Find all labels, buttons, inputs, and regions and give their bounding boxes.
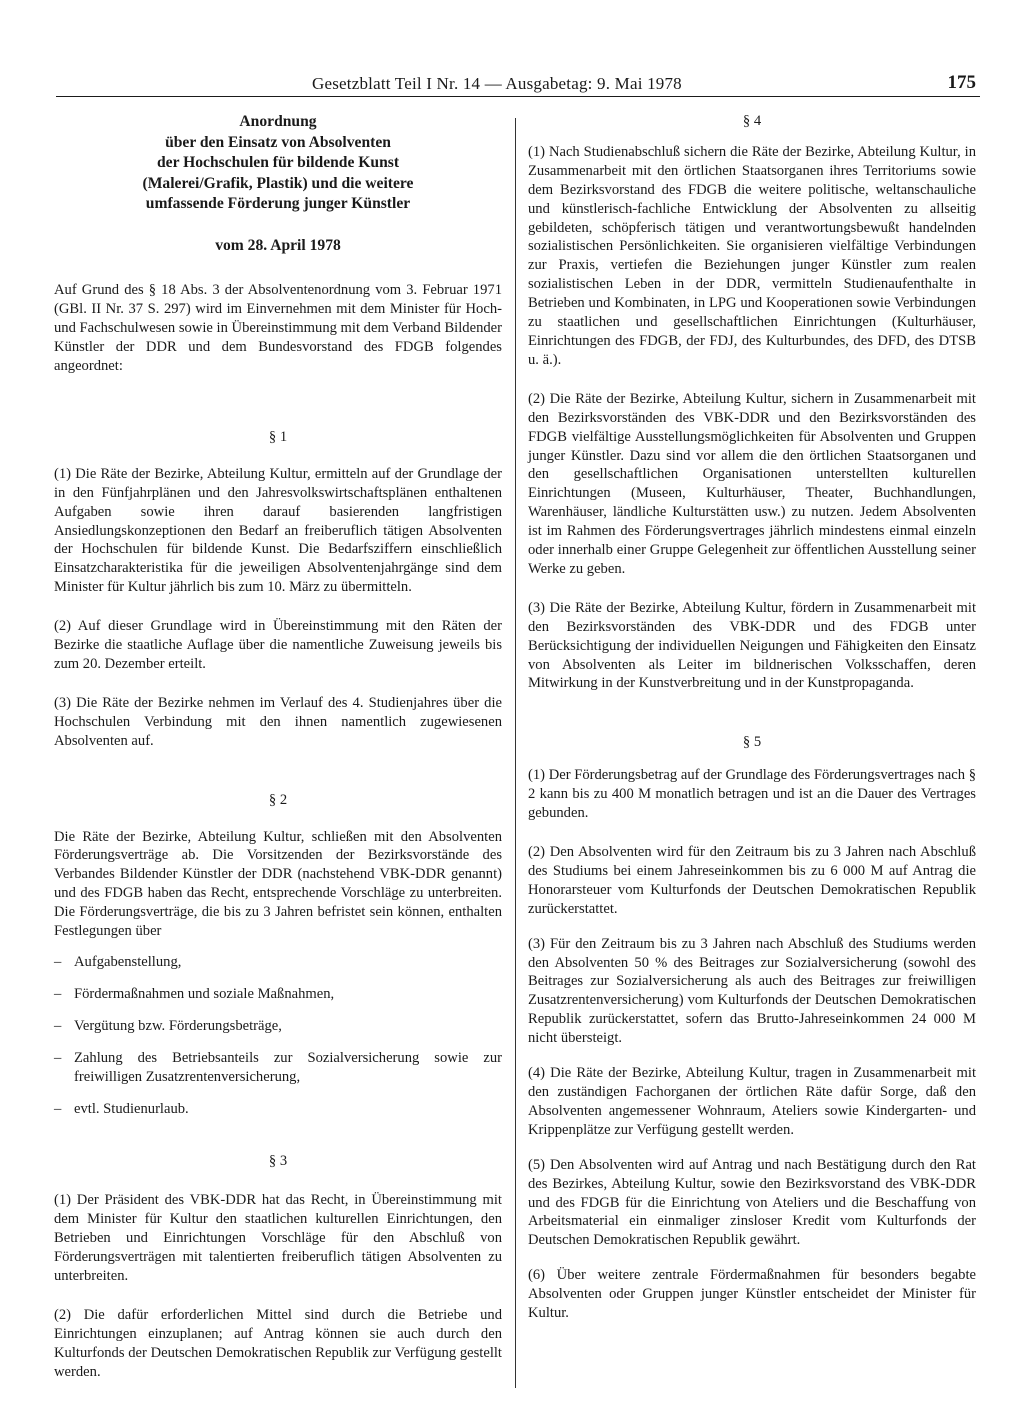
section-5-paragraph-3: (3) Für den Zeitraum bis zu 3 Jahren nach Abschluß des Studiums werden den Absolventen 50 % des Beitrages zur Sozialversicherung (sowohl des Beitrages zur Sozialversicherung als auch des Beitrages zur freiwilligen Zusatzrentenversicherung) vom Kulturfonds der Deutschen Demokratischen Republik zurückerstattet, sofern das Brutto-Jahreseinkommen 24 000 M nicht übersteigt. <box>528 935 976 1047</box>
section-3-paragraph-2: (2) Die dafür erforderlichen Mittel sind durch die Betriebe und Einrichtungen einzuplanen; auf Antrag können sie auch durch den Kulturfonds der Deutschen Demokratischen Republik zur Verfügung gestellt werden. <box>54 1306 502 1380</box>
section-5-paragraph-1: (1) Der Förderungsbetrag auf der Grundlage des Förderungsvertrages nach § 2 kann bis zu 400 M monatlich betragen und ist an die Dauer des Vertrages gebunden. <box>528 767 976 822</box>
section-5-paragraph-4: (4) Die Räte der Bezirke, Abteilung Kultur, tragen in Zusammenarbeit mit den zuständigen Fachorganen der örtlichen Räte dafür Sorge, daß den Absolventen angemessener Wohnraum, Ateliers sowie Kindergarten- und Krippenplätze zur Verfügung gestellt werden. <box>528 1065 976 1138</box>
section-5-paragraph-6: (6) Über weitere zentrale Fördermaßnahmen für besonders begabte Absolventen oder Gruppen junger Künstler entscheidet der Minister für Kultur. <box>528 1267 976 1322</box>
section-5-paragraph-2: (2) Den Absolventen wird für den Zeitraum bis zu 3 Jahren nach Abschluß des Studiums bei einem Jahreseinkommen bis zu 6 000 M auf Antrag die Honorarsteuer vom Kulturfonds der Deutschen Demokratischen Republik zurückerstattet. <box>528 844 976 917</box>
section-heading-3: § 3 <box>268 1153 288 1170</box>
list-item: – Fördermaßnahmen und soziale Maßnahmen, <box>54 985 502 1004</box>
list-item: – Aufgabenstellung, <box>54 953 502 972</box>
section-1-paragraph-3: (3) Die Räte der Bezirke nehmen im Verlauf des 4. Studienjahres über die Hochschulen Verbindung mit den ihnen namentlich zugewiesenen Absolventen auf. <box>54 694 502 749</box>
document-title <box>54 112 502 215</box>
section-heading-2: § 2 <box>268 791 288 808</box>
section-heading-4: § 4 <box>742 113 762 129</box>
section-heading-1: § 1 <box>268 428 288 445</box>
section-3-paragraph-1: (1) Der Präsident des VBK-DDR hat das Recht, in Übereinstimmung mit dem Minister für Kultur den staatlichen kulturellen Einrichtungen, den Betrieben und Einrichtungen Vorschläge für den Abschluß von Förderungsverträgen mit talentierten freiberuflich tätigen Absolventen zu unterbreiten. <box>54 1192 502 1284</box>
section-4-paragraph-1: (1) Nach Studienabschluß sichern die Räte der Bezirke, Abteilung Kultur, in Zusammenarbeit mit den örtlichen Staatsorganen ihres Territoriums sowie dem Bezirksvorstand des FDGB die weitere politische, weltanschauliche und künstlerisch-fachliche Entwicklung der Absolventen zu allseitig gebildeten, schöpferisch tätigen und verantwortungsbewußt handelnden sozialistischen Persönlichkeiten. Sie organisieren vielfältige Verbindungen zur Praxis, vertiefen die Beziehungen junger Künstler zum realen sozialistischen Leben in der DDR, vermitteln Studienaufenthalte in Betrieben und Kombinaten, in LPG und Kooperationen sowie Verbindungen zu staatlichen und gesellschaftlichen Einrichtungen (Kulturhäuser, Einrichtungen des FDGB, der FDJ, des Kulturbundes, des DFD, des DTSB u. ä.). <box>528 143 976 368</box>
list-item: – Zahlung des Betriebsanteils zur Sozialversicherung sowie zur freiwilligen Zusatzrentenversicherung, <box>54 1049 502 1087</box>
section-2-list <box>54 953 502 1118</box>
column-divider <box>515 118 516 1388</box>
list-item: – Vergütung bzw. Förderungsbeträge, <box>54 1017 502 1036</box>
title-line: der Hochschulen für bildende Kunst <box>156 154 400 171</box>
intro-paragraph: Auf Grund des § 18 Abs. 3 der Absolventenordnung vom 3. Februar 1971 (GBl. II Nr. 37 S. 297) wird im Einvernehmen mit dem Minister für Hoch- und Fachschulwesen sowie in Übereinstimmung mit dem Verband Bildender Künstler der DDR und dem Bundesvorstand des FDGB folgendes angeordnet: <box>54 282 503 375</box>
section-1-paragraph-1: (1) Die Räte der Bezirke, Abteilung Kultur, ermitteln auf der Grundlage der in den Fünfjahrplänen und den Jahresvolkswirtschaftsplänen enthaltenen Aufgaben sowie ihren darauf basierenden langfristigen Ansiedlungskonzeptionen den Bedarf an freiberuflich tätigen Absolventen der Hochschulen für bildende Kunst. Die Bedarfsziffern einschließlich Einsatzcharakteristika für die jeweiligen Absolventenjahrgänge sind dem Minister für Kultur jährlich bis zum 10. März zu übermitteln. <box>54 465 502 596</box>
right-column <box>528 112 976 1323</box>
title-line: umfassende Förderung junger Künstler <box>145 195 411 212</box>
list-item: – evtl. Studienurlaub. <box>54 1100 502 1119</box>
section-1-paragraph-2: (2) Auf dieser Grundlage wird in Übereinstimmung mit den Räten der Bezirke die staatliche Auflage über die namentliche Zuweisung jeweils bis zum 20. Dezember erteilt. <box>54 618 502 672</box>
title-line: Anordnung <box>239 113 317 130</box>
section-4-paragraph-3: (3) Die Räte der Bezirke, Abteilung Kultur, fördern in Zusammenarbeit mit den Bezirksvorständen des VBK-DDR und des FDGB unter Berücksichtigung der individuellen Neigungen und Fähigkeiten den Einsatz von Absolventen als Leiter im bildnerischen Volksschaffen, deren Mitwirkung in der Kunstverbreitung und in der Kunstpropaganda. <box>528 599 976 692</box>
section-5-paragraph-5: (5) Den Absolventen wird auf Antrag und nach Bestätigung durch den Rat des Bezirkes, Abteilung Kultur, sowie den Bezirksvorstand des VBK-DDR und des FDGB für die Einrichtung von Ateliers und die Beschaffung von Arbeitsmaterial ein einmaliger zinsloser Kredit vom Kulturfonds der Deutschen Demokratischen Republik gewährt. <box>528 1156 976 1249</box>
page-number: 175 <box>947 72 976 93</box>
header-title: Gesetzblatt Teil I Nr. 14 — Ausgabetag: 9. Mai 1978 <box>312 74 682 93</box>
document-date: vom 28. April 1978 <box>215 236 341 254</box>
section-4-paragraph-2: (2) Die Räte der Bezirke, Abteilung Kultur, sichern in Zusammenarbeit mit den Bezirksvorständen des VBK-DDR und den Bezirksvorständen des FDGB vielfältige Ausstellungsmöglichkeiten für Absolventen und Gruppen junger Künstler. Dazu sind vor allem die den örtlichen Staatsorganen und den gesellschaftlichen Organisationen unterstellten kulturellen Einrichtungen (Museen, Kulturhäuser, Theater, Buchhandlungen, Warenhäuser, ländliche Kulturstätten usw.) zu nutzen. Jedem Absolventen ist im Rahmen des Förderungsvertrages jährlich mindestens einmal einzeln oder innerhalb einer Gruppe Gelegenheit zur öffentlichen Ausstellung seiner Werke zu geben. <box>528 390 976 577</box>
title-line: über den Einsatz von Absolventen <box>165 133 391 151</box>
page-header <box>56 70 980 97</box>
left-column <box>54 112 502 1381</box>
section-2-paragraph-1: Die Räte der Bezirke, Abteilung Kultur, schließen mit den Absolventen Förderungsverträge ab. Die Vorsitzenden der Bezirksvorstände des Verbandes Bildender Künstler der DDR (nachstehend VBK-DDR genannt) und des FDGB haben das Recht, entsprechende Vorschläge zu unterbreiten. Die Förderungsverträge, die bis zu 3 Jahren befristet sein können, enthalten Festlegungen über <box>54 828 502 940</box>
section-heading-5: § 5 <box>742 734 762 751</box>
title-line: (Malerei/Grafik, Plastik) und die weitere <box>142 174 414 192</box>
